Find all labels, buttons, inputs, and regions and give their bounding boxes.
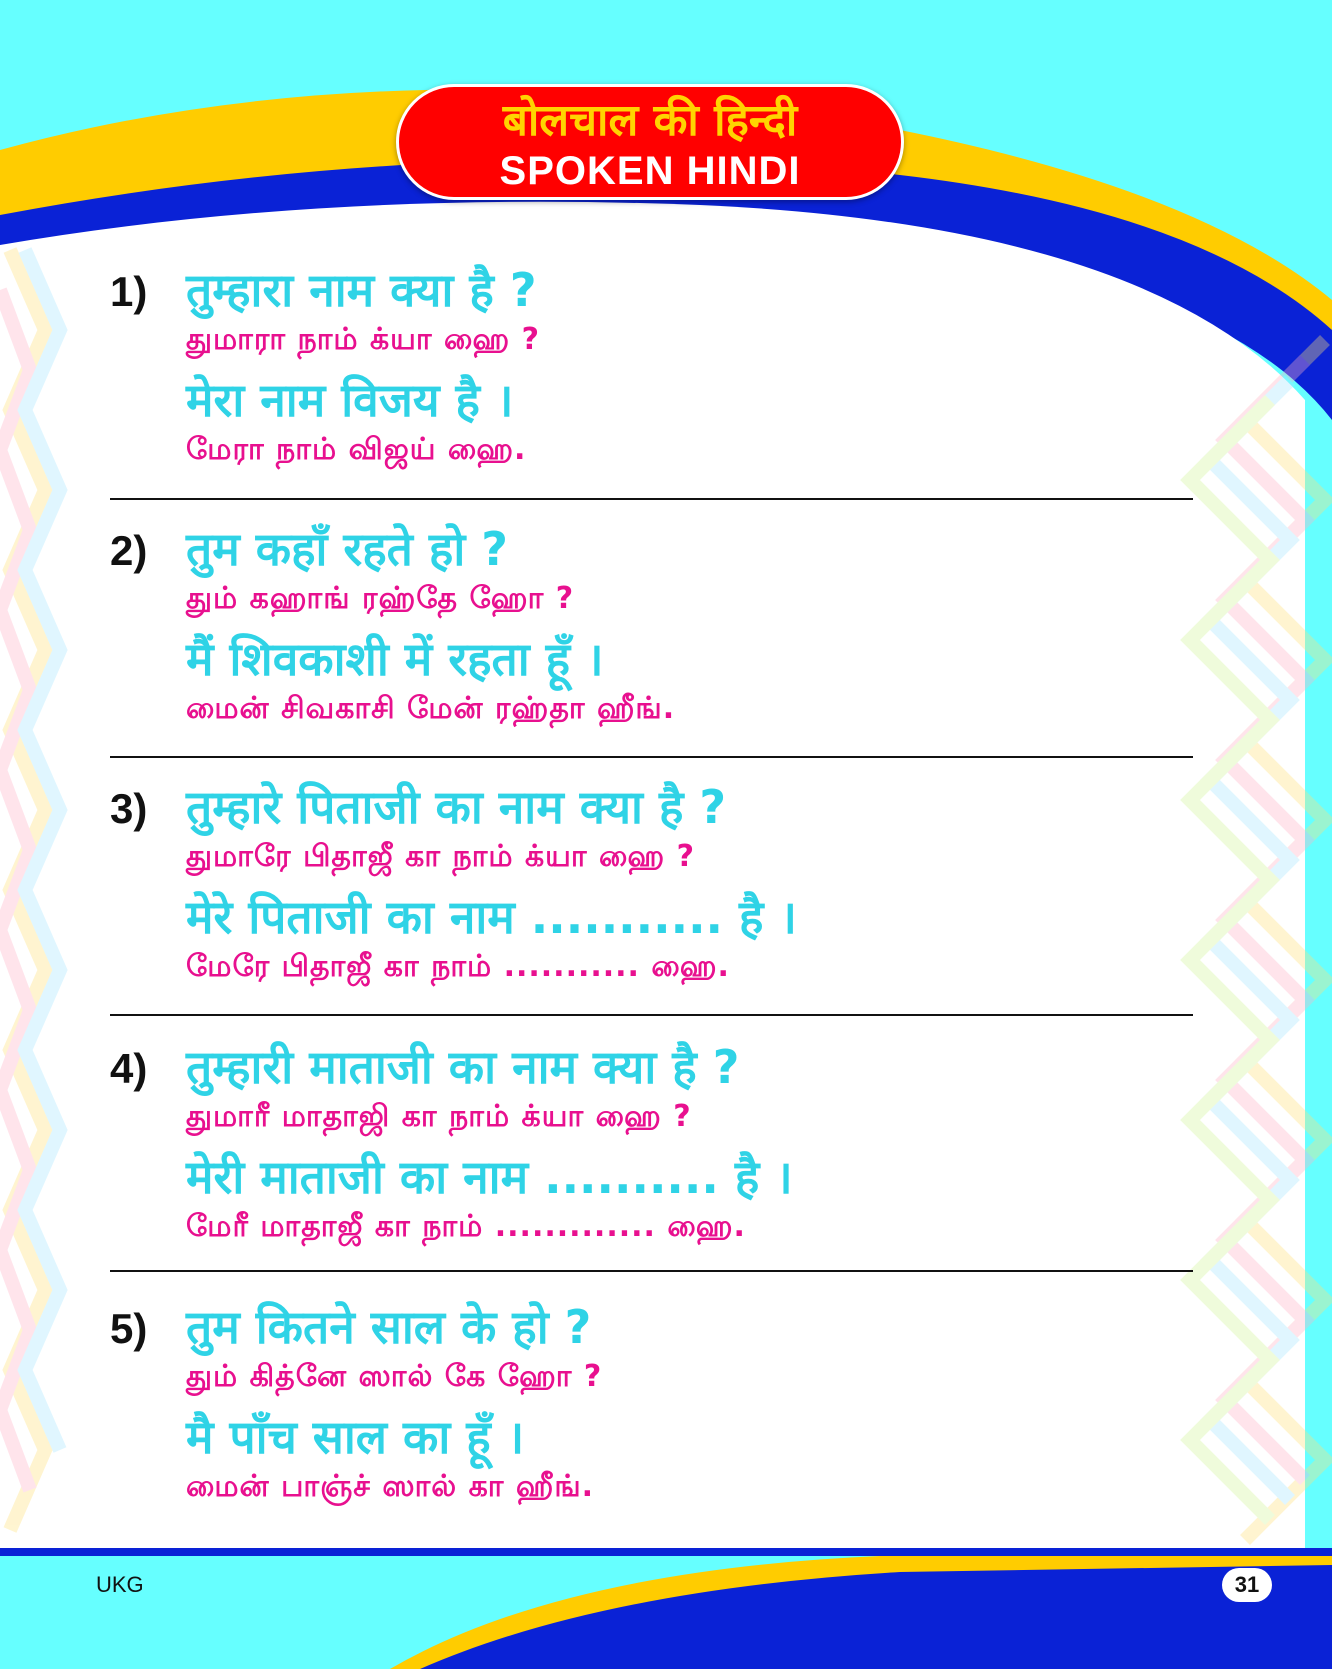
answer-tamil: மைன் சிவகாசி மேன் ரஹ்தா ஹீங். [186, 691, 676, 726]
answer-tamil: மைன் பாஞ்ச் ஸால் கா ஹீங். [186, 1469, 595, 1504]
qa-number: 3) [110, 785, 148, 832]
answer-tamil: மேரீ மாதாஜீ கா நாம் ............. ஹை. [186, 1209, 746, 1244]
qa-number: 4) [110, 1045, 148, 1092]
answer-hindi: मेरे पिताजी का नाम ........... है । [186, 890, 797, 944]
class-label: UKG [96, 1572, 144, 1597]
question-tamil: துமாரா நாம் க்யா ஹை ? [186, 322, 540, 357]
qa-number: 2) [110, 527, 148, 574]
question-hindi: तुम कितने साल के हो ? [186, 1300, 592, 1354]
question-hindi: तुम्हारा नाम क्या है ? [186, 263, 537, 317]
page-title-hindi: बोलचाल की हिन्दी [502, 95, 798, 146]
question-tamil: துமாரே பிதாஜீ கா நாம் க்யா ஹை ? [186, 839, 696, 874]
question-tamil: தும் கித்னே ஸால் கே ஹோ ? [186, 1359, 603, 1394]
question-hindi: तुम्हारी माताजी का नाम क्या है ? [186, 1040, 740, 1094]
question-tamil: தும் கஹாங் ரஹ்தே ஹோ ? [186, 581, 575, 616]
divider [110, 498, 1193, 500]
answer-tamil: மேரா நாம் விஜய் ஹை. [186, 432, 527, 467]
question-tamil: துமாரீ மாதாஜி கா நாம் க்யா ஹை ? [186, 1099, 692, 1134]
answer-hindi: मैं शिवकाशी में रहता हूँ । [186, 632, 604, 686]
page-number: 31 [1222, 1568, 1272, 1602]
answer-tamil: மேரே பிதாஜீ கா நாம் ........... ஹை. [186, 949, 730, 984]
answer-hindi: मेरा नाम विजय है । [186, 373, 514, 427]
answer-hindi: मेरी माताजी का नाम .......... है । [186, 1150, 793, 1204]
qa-number: 1) [110, 268, 148, 315]
divider [110, 1270, 1193, 1272]
question-hindi: तुम कहाँ रहते हो ? [186, 522, 508, 576]
qa-number: 5) [110, 1305, 148, 1352]
divider [110, 756, 1193, 758]
answer-hindi: मै पाँच साल का हूँ । [186, 1410, 525, 1464]
question-hindi: तुम्हारे पिताजी का नाम क्या है ? [186, 780, 727, 834]
title-badge [396, 84, 904, 200]
divider [110, 1014, 1193, 1016]
page-title-english: SPOKEN HINDI [499, 149, 801, 193]
